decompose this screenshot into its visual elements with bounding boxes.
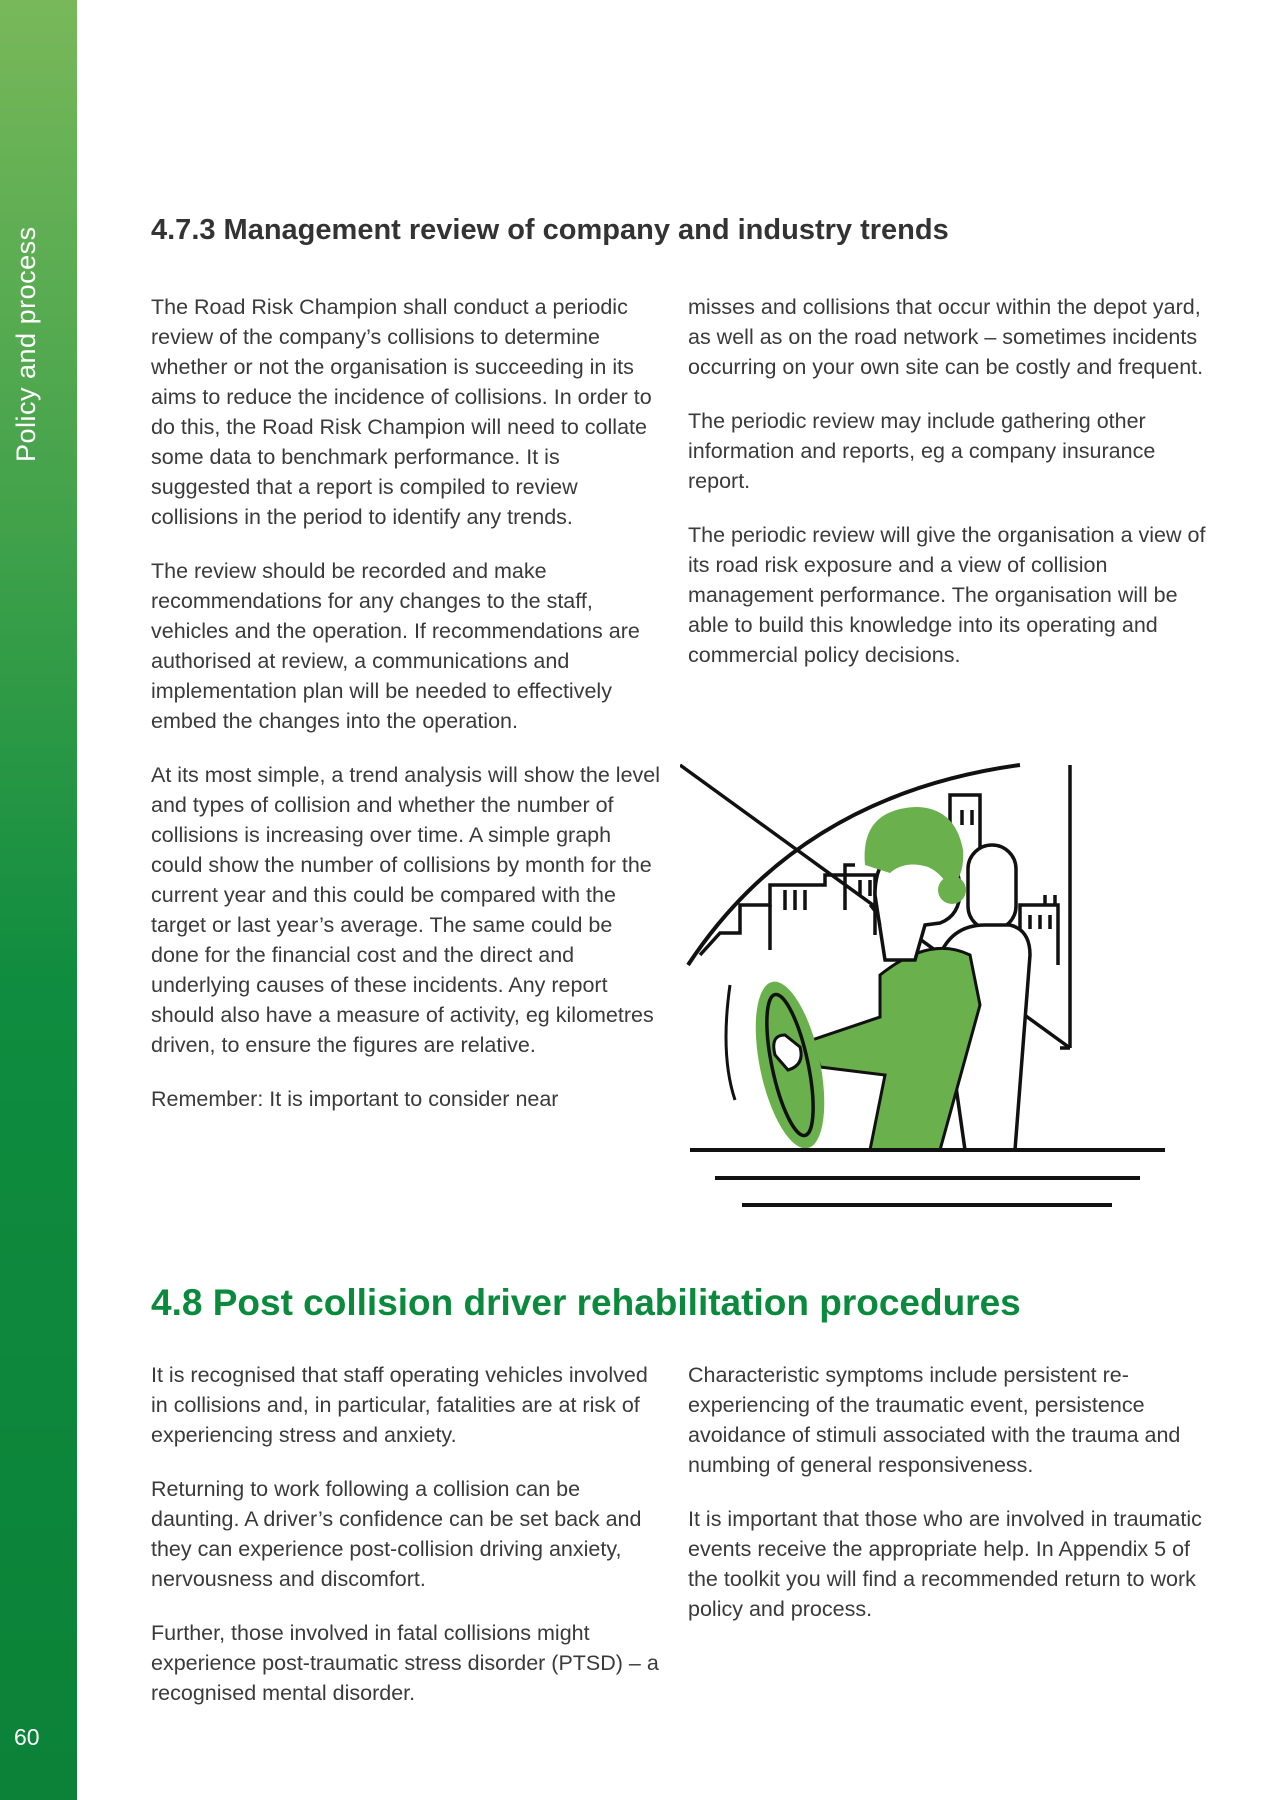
section-heading: 4.8 Post collision driver rehabilitation procedures xyxy=(151,1282,1021,1323)
paragraph: It is recognised that staff operating vehicles involved in collisions and, in particular, fatalities are at risk of experiencing stress and anxiety. xyxy=(151,1363,648,1447)
rehab-left-column xyxy=(151,1360,661,1732)
review-right-column xyxy=(688,292,1208,694)
paragraph: Returning to work following a collision can be daunting. A driver’s confidence can be set back and they can experience post-collision driving anxiety, nervousness and discomfort. xyxy=(151,1477,642,1591)
driver-at-wheel-illustration xyxy=(680,755,1180,1215)
dashboard-lines xyxy=(690,1150,1165,1205)
paragraph: The review should be recorded and make recommendations for any changes to the staff, vehicles and the operation. If recommendations are authorised at review, a communications and implementation plan will be needed to effectively embed the changes into the operation. xyxy=(151,559,640,733)
paragraph: Further, those involved in fatal collisions might experience post-traumatic stress disorder (PTSD) – a recognised mental disorder. xyxy=(151,1621,659,1705)
steering-wheel-icon xyxy=(726,976,837,1155)
driver-figure xyxy=(812,807,980,1150)
review-left-column xyxy=(151,292,661,1138)
paragraph: At its most simple, a trend analysis will show the level and types of collision and whether the number of collisions is increasing over time. A simple graph could show the number of collisions by month for the current year and this could be compared with the target or last year’s average. The same could be done for the financial cost and the direct and underlying causes of these incidents. Any report should also have a measure of activity, eg kilometres driven, to ensure the figures are relative. xyxy=(151,763,661,1057)
section-label: Policy and process xyxy=(11,226,41,462)
paragraph: It is important that those who are involved in traumatic events receive the appropriate help. In Appendix 5 of the toolkit you will find a recommended return to work policy and process. xyxy=(688,1507,1202,1621)
paragraph: The Road Risk Champion shall conduct a periodic review of the company’s collisions to determine whether or not the organisation is succeeding in its aims to reduce the incidence of collisions. In order to do this, the Road Risk Champion will need to collate some data to benchmark performance. It is suggested that a report is compiled to review collisions in the period to identify any trends. xyxy=(151,295,652,529)
page-number: 60 xyxy=(14,1724,40,1750)
paragraph: The periodic review may include gathering other information and reports, eg a company insurance report. xyxy=(688,409,1156,493)
sidebar-band xyxy=(0,0,77,1800)
rehab-right-column xyxy=(688,1360,1208,1648)
paragraph: The periodic review will give the organisation a view of its road risk exposure and a view of collision management performance. The organisation will be able to build this knowledge into its operating and commercial policy decisions. xyxy=(688,523,1206,667)
subsection-heading: 4.7.3 Management review of company and industry trends xyxy=(151,214,949,246)
paragraph: Characteristic symptoms include persistent re-experiencing of the traumatic event, persistence avoidance of stimuli associated with the trauma and numbing of general responsiveness. xyxy=(688,1363,1181,1477)
paragraph: misses and collisions that occur within the depot yard, as well as on the road network – sometimes incidents occurring on your own site can be costly and frequent. xyxy=(688,295,1204,379)
paragraph: Remember: It is important to consider near xyxy=(151,1087,559,1111)
